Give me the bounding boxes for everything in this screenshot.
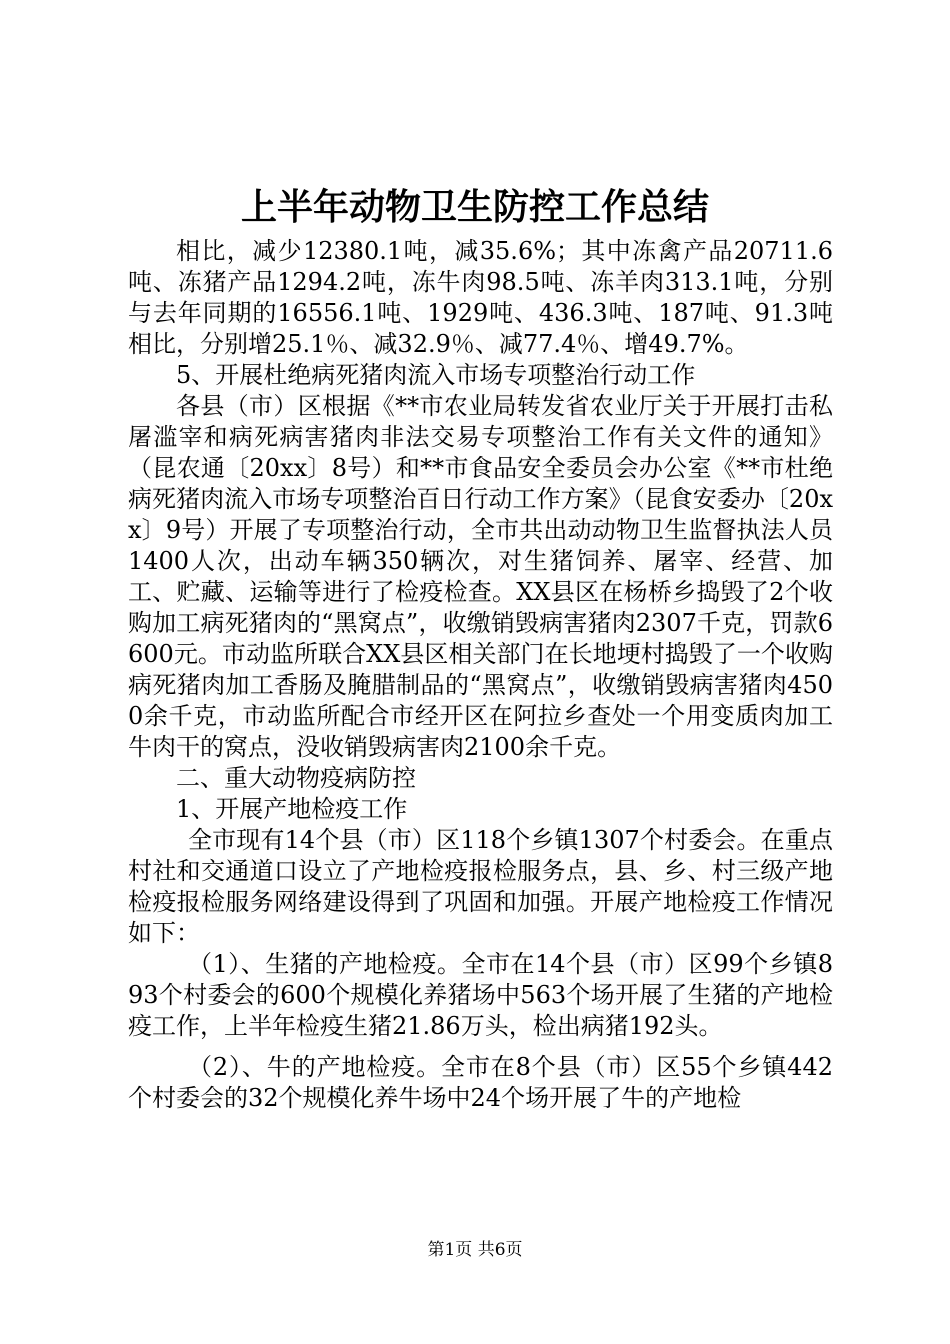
paragraph-cattle-quarantine: （2）、牛的产地检疫。全市在8个县（市）区55个乡镇442个村委会的32个规模化养牛场中24个场开展了牛的产地检 [128, 1053, 833, 1112]
document-body [128, 236, 833, 1114]
section-heading-major-disease-control: 二、重大动物疫病防控 [176, 764, 416, 792]
section-heading-5: 5、开展杜绝病死猪肉流入市场专项整治行动工作 [176, 361, 696, 389]
paragraph-quarantine-network: 全市现有14个县（市）区118个乡镇1307个村委会。在重点村社和交通道口设立了产地检疫报检服务点，县、乡、村三级产地检疫报检服务网络建设得到了巩固和加强。开展产地检疫工作情况如下： [128, 826, 833, 947]
section-heading-origin-quarantine: 1、开展产地检疫工作 [176, 795, 408, 823]
paragraph-pig-quarantine: （1）、生猪的产地检疫。全市在14个县（市）区99个乡镇893个村委会的600个规模化养猪场中563个场开展了生猪的产地检疫工作，上半年检疫生猪21.86万头，检出病猪192头。 [128, 950, 833, 1040]
paragraph-import-statistics: 相比，减少12380.1吨，减35.6%；其中冻禽产品20711.6吨、冻猪产品1294.2吨，冻牛肉98.5吨、冻羊肉313.1吨，分别与去年同期的16556.1吨、1929吨、436.3吨、187吨、91.3吨相比，分别增25.1％、减32.9％、减77.4％、增49.7%。 [128, 237, 833, 358]
page-footer: 第1页 共6页 [427, 1240, 523, 1260]
document-title: 上半年动物卫生防控工作总结 [240, 187, 709, 228]
paragraph-rectification-action: 各县（市）区根据《**市农业局转发省农业厅关于开展打击私屠滥宰和病死病害猪肉非法交易专项整治工作有关文件的通知》（昆农通〔20xx〕8号）和**市食品安全委员会办公室《**市杜绝病死猪肉流入市场专项整治百日行动工作方案》（昆食安委办〔20xx〕9号）开展了专项整治行动，全市共出动动物卫生监督执法人员1400人次，出动车辆350辆次，对生猪饲养、屠宰、经营、加工、贮藏、运输等进行了检疫检查。XX县区在杨桥乡捣毁了2个收购加工病死猪肉的“黑窝点”，收缴销毁病害猪肉2307千克，罚款6600元。市动监所联合XX县区相关部门在长地埂村捣毁了一个收购病死猪肉加工香肠及腌腊制品的“黑窝点”，收缴销毁病害猪肉4500余千克，市动监所配合市经开区在阿拉乡查处一个用变质肉加工牛肉干的窝点，没收销毁病害肉2100余千克。 [128, 392, 833, 761]
